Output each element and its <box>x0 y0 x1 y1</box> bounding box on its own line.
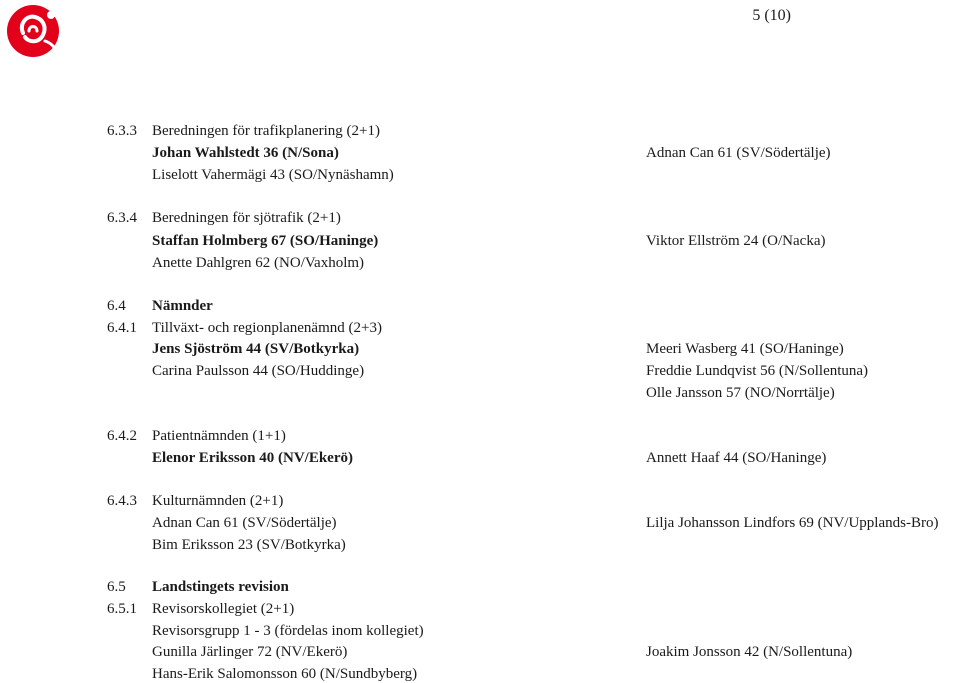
member-name: Carina Paulsson 44 (SO/Huddinge) <box>152 363 365 379</box>
member-name: Liselott Vahermägi 43 (SO/Nynäshamn) <box>152 167 394 183</box>
section-number: 6.4.3 <box>107 493 137 509</box>
section-heading: Nämnder <box>152 298 213 314</box>
section-number: 6.4.1 <box>107 320 137 336</box>
member-name: Johan Wahlstedt 36 (N/Sona) <box>152 145 339 161</box>
deputy-name: Annett Haaf 44 (SO/Haninge) <box>646 450 827 466</box>
member-name: Anette Dahlgren 62 (NO/Vaxholm) <box>152 255 365 271</box>
deputy-name: Lilja Johansson Lindfors 69 (NV/Upplands-Bro) <box>646 515 939 531</box>
deputy-name: Adnan Can 61 (SV/Södertälje) <box>646 145 831 161</box>
section-number: 6.4.2 <box>107 428 137 444</box>
section-heading: Landstingets revision <box>152 579 289 595</box>
section-number: 6.5 <box>107 579 126 595</box>
member-name: Adnan Can 61 (SV/Södertälje) <box>152 515 337 531</box>
section-title: Beredningen för sjötrafik (2+1) <box>152 210 341 226</box>
member-name: Jens Sjöström 44 (SV/Botkyrka) <box>152 341 360 357</box>
deputy-name: Olle Jansson 57 (NO/Norrtälje) <box>646 385 835 401</box>
section-number: 6.5.1 <box>107 601 137 617</box>
page-number: 5 (10) <box>752 7 791 24</box>
section-number: 6.3.4 <box>107 210 137 226</box>
section-number: 6.3.3 <box>107 123 137 139</box>
deputy-name: Freddie Lundqvist 56 (N/Sollentuna) <box>646 363 869 379</box>
section-title: Kulturnämnden (2+1) <box>152 493 284 509</box>
member-name: Staffan Holmberg 67 (SO/Haninge) <box>152 233 379 249</box>
deputy-name: Meeri Wasberg 41 (SO/Haninge) <box>646 341 844 357</box>
section-title: Patientnämnden (1+1) <box>152 428 286 444</box>
section-title: Revisorskollegiet (2+1) <box>152 601 295 617</box>
member-name: Hans-Erik Salomonsson 60 (N/Sundbyberg) <box>152 666 418 682</box>
section-title: Beredningen för trafikplanering (2+1) <box>152 123 380 139</box>
deputy-name: Viktor Ellström 24 (O/Nacka) <box>646 233 826 249</box>
section-note: Revisorsgrupp 1 - 3 (fördelas inom kollegiet) <box>152 623 424 639</box>
deputy-name: Joakim Jonsson 42 (N/Sollentuna) <box>646 644 853 660</box>
member-name: Gunilla Järlinger 72 (NV/Ekerö) <box>152 644 348 660</box>
section-number: 6.4 <box>107 298 126 314</box>
rose-logo-icon <box>5 3 61 59</box>
member-name: Elenor Eriksson 40 (NV/Ekerö) <box>152 450 353 466</box>
section-title: Tillväxt- och regionplanenämnd (2+3) <box>152 320 382 336</box>
member-name: Bim Eriksson 23 (SV/Botkyrka) <box>152 537 346 553</box>
